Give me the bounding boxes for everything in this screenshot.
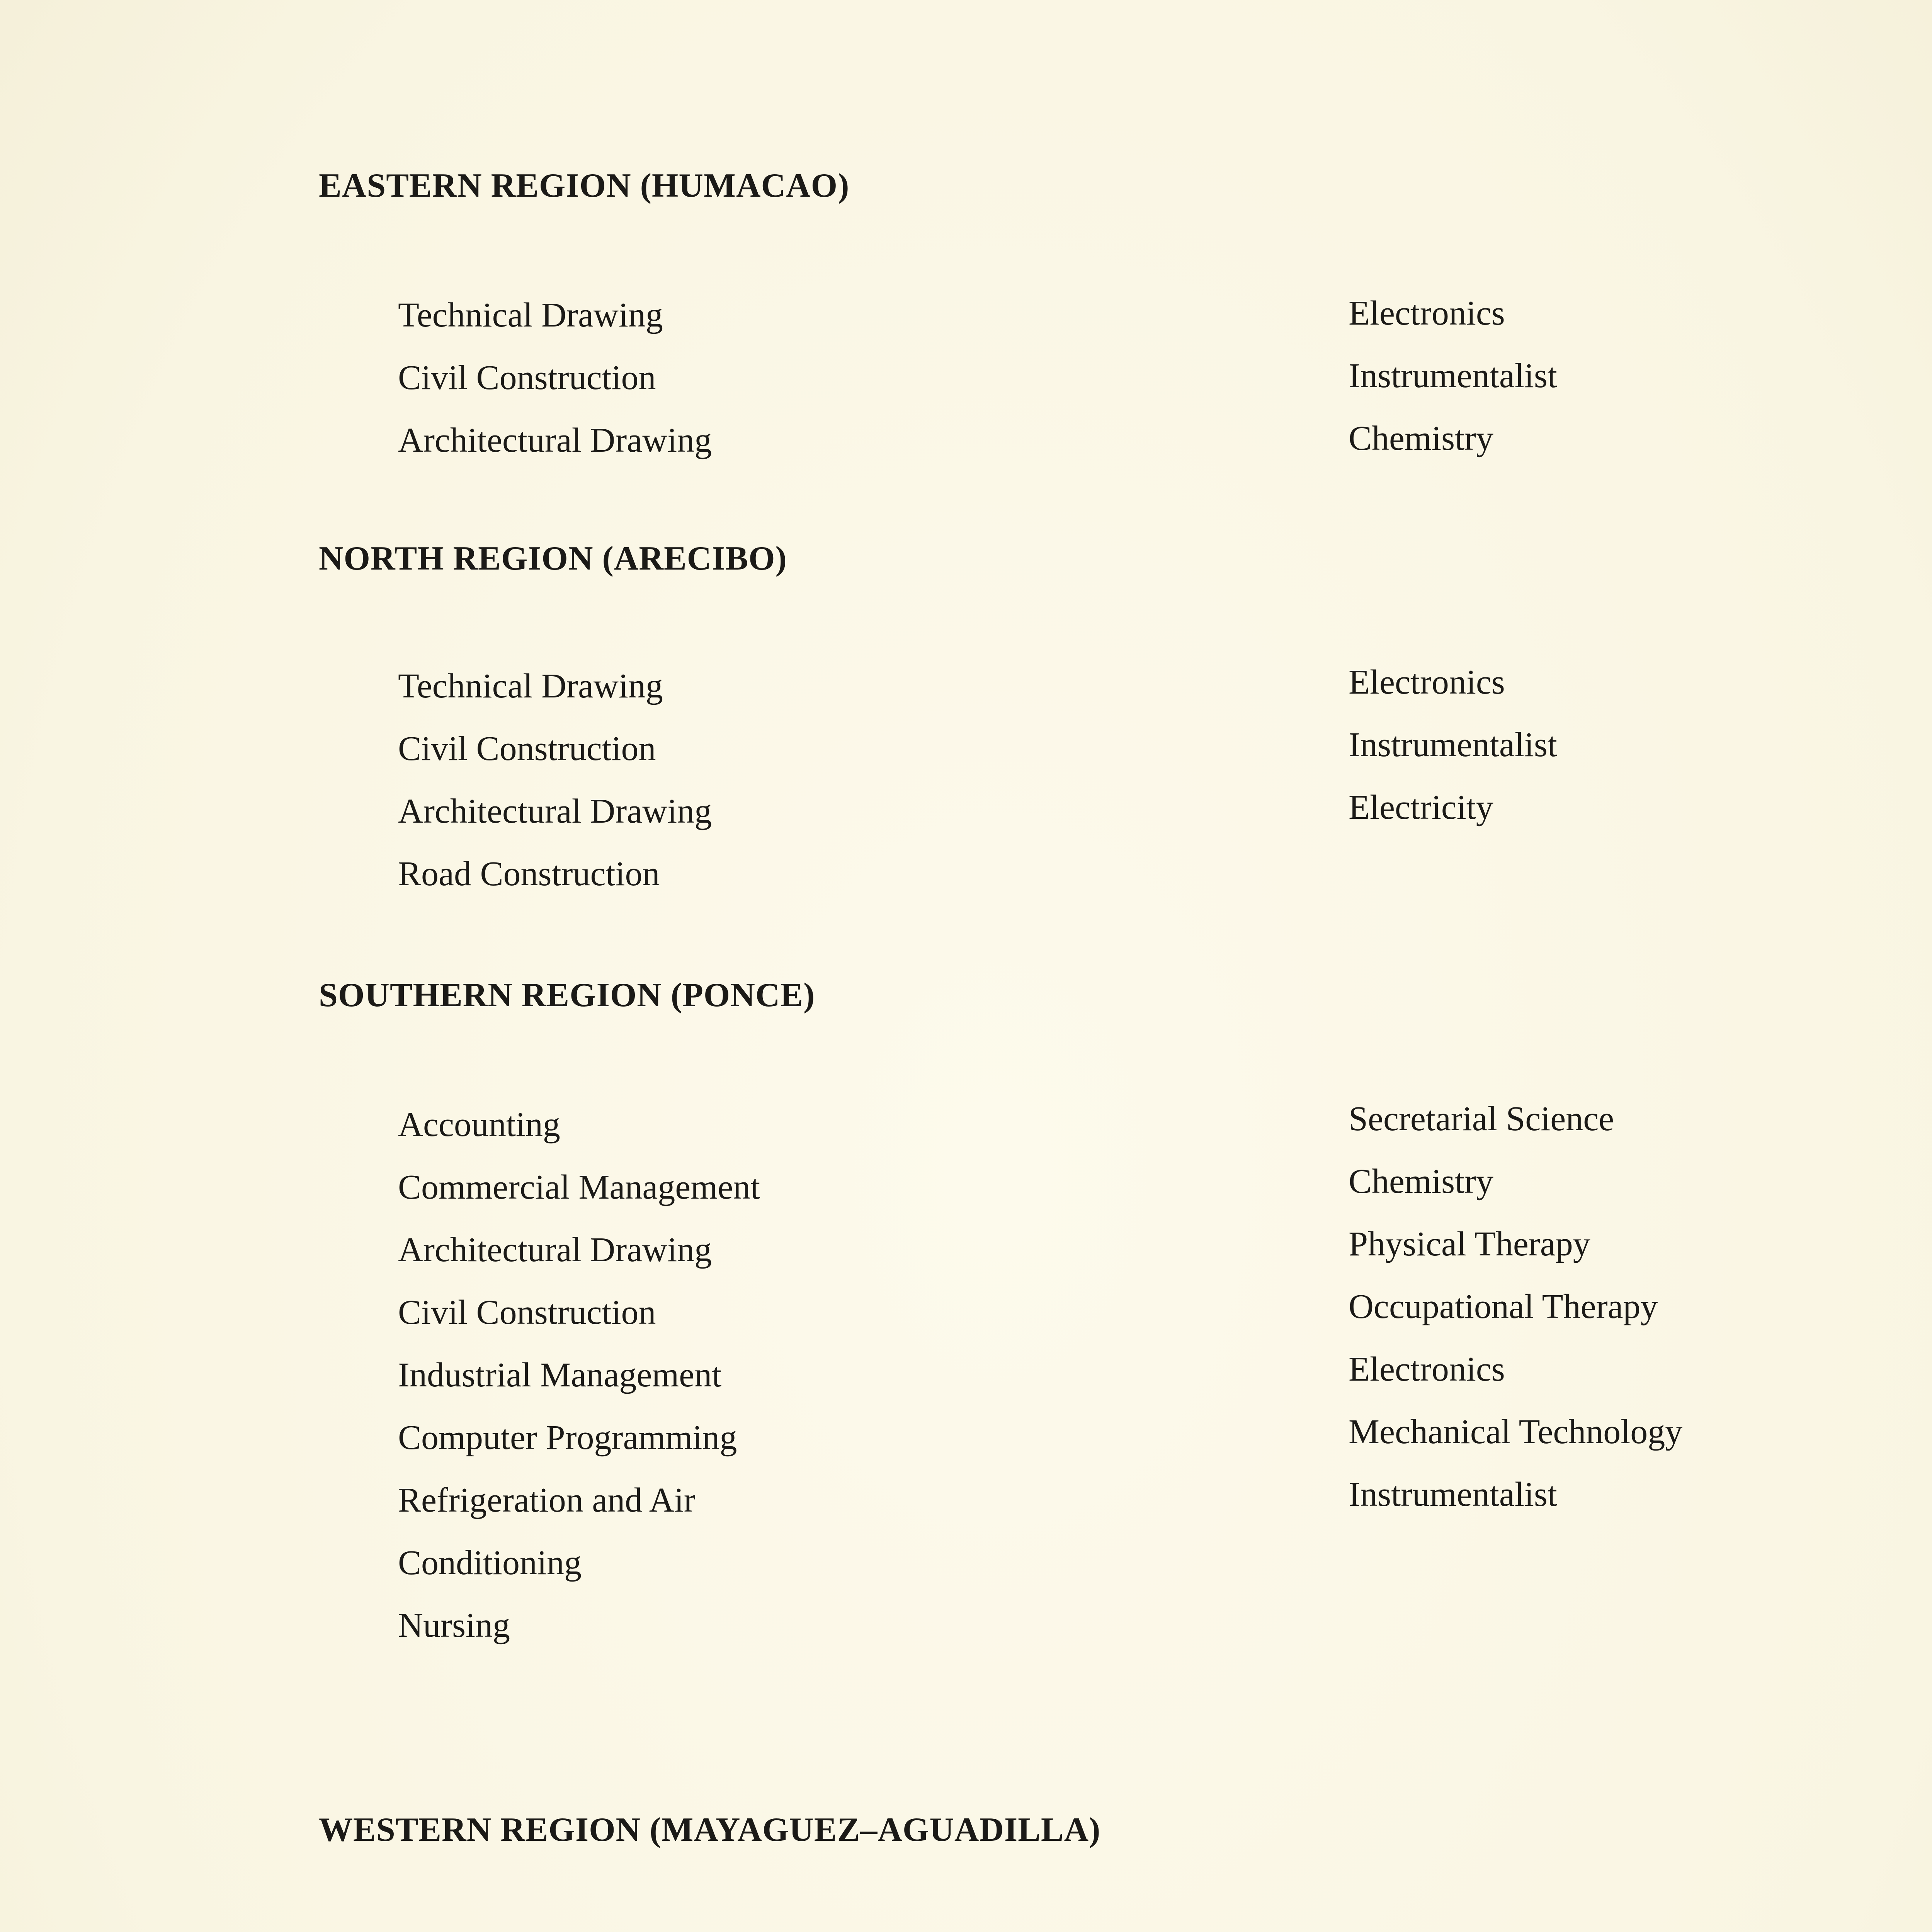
western-left-list: [398, 1928, 760, 1932]
list-item: Secretarial Science: [1349, 1100, 1614, 1138]
north-right-list: [1349, 651, 1557, 839]
list-item: Nursing: [398, 1606, 510, 1645]
section-heading-western: WESTERN REGION (MAYAGUEZ–AGUADILLA): [319, 1811, 1101, 1849]
list-item: Instrumentalist: [1349, 357, 1557, 395]
list-item: Road Construction: [398, 855, 660, 893]
southern-right-list: [1349, 1088, 1682, 1526]
list-item: Instrumentalist: [1349, 1475, 1557, 1514]
list-item: Architectural Drawing: [398, 1231, 712, 1269]
list-item: Chemistry: [1349, 419, 1493, 457]
southern-left-list: [398, 1094, 760, 1657]
list-item: Computer Programming: [398, 1418, 737, 1457]
section-heading-eastern: EASTERN REGION (HUMACAO): [319, 167, 850, 204]
list-item: Civil Construction: [398, 730, 656, 768]
list-item: Accounting: [398, 1105, 560, 1144]
eastern-right-list: [1349, 282, 1557, 470]
section-heading-north: NORTH REGION (ARECIBO): [319, 540, 787, 577]
list-item: Chemistry: [1349, 1162, 1493, 1201]
list-item: Industrial Management: [398, 1356, 722, 1394]
list-item: Civil Construction: [398, 359, 656, 397]
list-item: Refrigeration and Air: [398, 1481, 696, 1519]
list-item: Occupational Therapy: [1349, 1287, 1658, 1326]
list-item: Instrumentalist: [1349, 726, 1557, 764]
list-item: Technical Drawing: [398, 296, 663, 334]
western-right-list: [1349, 1920, 1682, 1932]
list-item: Electronics: [1349, 663, 1505, 701]
list-item: Physical Therapy: [1349, 1225, 1590, 1263]
list-item: [1349, 1920, 1682, 1932]
eastern-left-list: [398, 284, 712, 472]
list-item: Technical Drawing: [398, 667, 663, 705]
list-item: Mechanical Technology: [1349, 1413, 1683, 1451]
list-item: Civil Construction: [398, 1293, 656, 1332]
north-left-list: [398, 655, 712, 905]
list-item: Commercial Management: [398, 1168, 760, 1206]
list-item: Electronics: [1349, 294, 1505, 332]
list-item: Architectural Drawing: [398, 421, 712, 459]
list-item: [398, 1928, 760, 1932]
list-item: Electronics: [1349, 1350, 1505, 1388]
list-item: Architectural Drawing: [398, 792, 712, 830]
list-item: Conditioning: [398, 1544, 582, 1582]
section-heading-southern: SOUTHERN REGION (PONCE): [319, 976, 815, 1014]
list-item: Electricity: [1349, 788, 1493, 827]
